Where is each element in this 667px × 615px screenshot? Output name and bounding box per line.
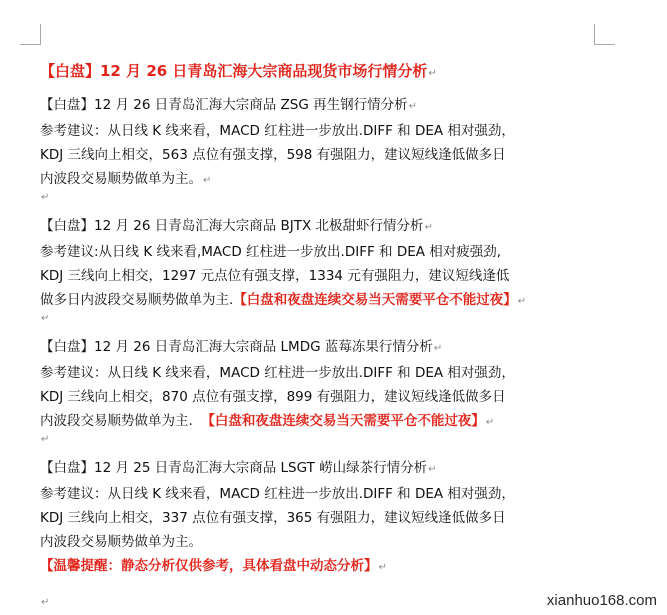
section-text-line: 参考建议:从日线 K 线来看,MACD 红柱进一步放出.DIFF 和 DEA 相对疲强劲, [40, 244, 502, 260]
overnight-notice: 【白盘和夜盘连续交易当天需要平仓不能过夜】 [233, 292, 517, 308]
paragraph-mark-icon: ↵ [203, 175, 212, 186]
section-heading-text: 【白盘】12 月 26 日青岛汇海大宗商品 BJTX 北极甜虾行情分析 [40, 218, 424, 234]
section-text-line: 参考建议：从日线 K 线来看，MACD 红柱进一步放出.DIFF 和 DEA 相对强劲， [40, 123, 515, 139]
section-heading [40, 335, 630, 361]
overnight-notice: 【白盘和夜盘连续交易当天需要平仓不能过夜】 [201, 413, 485, 429]
section-heading-text: 【白盘】12 月 26 日青岛汇海大宗商品 ZSG 再生钢行情分析 [40, 97, 408, 113]
section-heading-text: 【白盘】12 月 26 日青岛汇海大宗商品 LMDG 蓝莓冻果行情分析 [40, 339, 433, 355]
paragraph-mark-icon: ↵ [428, 464, 437, 475]
section-text-end: 内波段交易顺势做单为主。 [40, 171, 202, 187]
section-text-line: 内波段交易顺势做单为主。 [40, 534, 202, 550]
section-heading-text: 【白盘】12 月 25 日青岛汇海大宗商品 LSGT 崂山绿茶行情分析 [40, 460, 428, 476]
paragraph-mark-icon: ↵ [428, 68, 437, 79]
analysis-section-zsg [40, 93, 630, 193]
section-text-line [40, 409, 630, 435]
paragraph-mark-icon: ↵ [41, 597, 50, 608]
document-body [40, 58, 630, 580]
section-text-line: 参考建议：从日线 K 线来看，MACD 红柱进一步放出.DIFF 和 DEA 相对强劲， [40, 365, 515, 381]
section-text-line: 参考建议：从日线 K 线来看，MACD 红柱进一步放出.DIFF 和 DEA 相对强劲， [40, 486, 515, 502]
section-text-end: 内波段交易顺势做单为主. [40, 413, 193, 429]
paragraph-mark-icon: ↵ [485, 417, 495, 428]
analysis-section-bjtx [40, 214, 630, 314]
section-text-line: KDJ 三线向上相交，1297 元点位有强支撑，1334 元有强阻力，建议短线逢低 [40, 268, 510, 284]
paragraph-mark-icon: ↵ [408, 101, 417, 112]
paragraph-mark-icon: ↵ [41, 192, 50, 203]
footer-notice-text: 【温馨提醒：静态分析仅供参考，具体看盘中动态分析】 [40, 558, 378, 574]
section-text-line [40, 288, 630, 314]
empty-paragraph [40, 194, 630, 208]
paragraph-mark-icon: ↵ [433, 343, 443, 354]
section-heading [40, 93, 630, 119]
section-text-line: KDJ 三线向上相交，337 点位有强支撑，365 有强阻力，建议短线逢低做多日 [40, 510, 506, 526]
analysis-section-lmdg [40, 335, 630, 435]
margin-corner-top-left [20, 24, 41, 45]
site-watermark: xianhuo168.com [546, 592, 657, 609]
section-text-end: 做多日内波段交易顺势做单为主. [40, 292, 234, 308]
footer-notice [40, 554, 630, 580]
section-text-line: KDJ 三线向上相交，870 点位有强支撑，899 有强阻力，建议短线逢低做多日 [40, 389, 506, 405]
section-heading [40, 214, 630, 240]
analysis-section-lsgt [40, 456, 630, 580]
empty-paragraph [40, 436, 630, 450]
paragraph-mark-icon: ↵ [424, 222, 433, 233]
paragraph-mark-icon: ↵ [517, 296, 527, 307]
paragraph-mark-icon: ↵ [378, 562, 387, 573]
section-text-line: KDJ 三线向上相交，563 点位有强支撑，598 有强阻力，建议短线逢低做多日 [40, 147, 506, 163]
document-title-text: 【白盘】12 月 26 日青岛汇海大宗商品现货市场行情分析 [40, 62, 428, 80]
document-title [40, 58, 630, 87]
margin-corner-top-right [594, 24, 615, 45]
paragraph-mark-icon: ↵ [41, 313, 50, 324]
paragraph-mark-icon: ↵ [41, 434, 50, 445]
section-text-line [40, 167, 630, 193]
empty-paragraph [40, 315, 630, 329]
section-heading [40, 456, 630, 482]
